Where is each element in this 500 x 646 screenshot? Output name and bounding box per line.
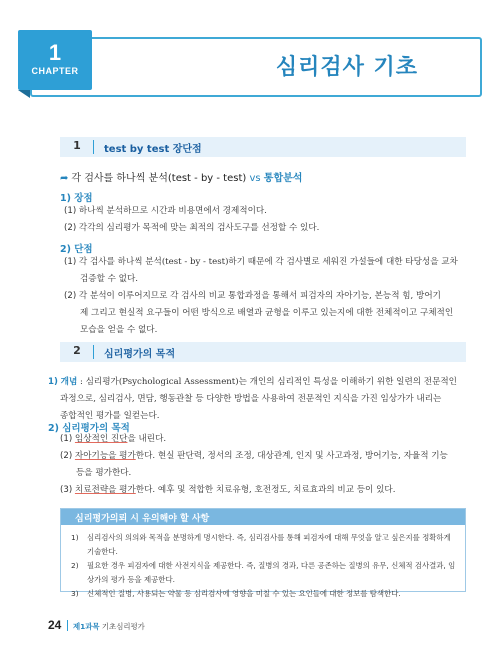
goal-item-cont: 등을 평가한다. (76, 468, 132, 478)
chapter-badge-fold (18, 90, 30, 98)
pros-heading: 1) 장점 (60, 193, 93, 204)
cons-item-cont: 모습을 얻을 수 없다. (80, 325, 158, 335)
concept-line: 과정으로, 심리검사, 면담, 행동관찰 등 다양한 방법을 사용하여 전문적인 지식을 가진 임상가가 내리는 (60, 394, 442, 404)
chapter-title: 심리검사 기초 (275, 55, 418, 80)
subhead-text: 각 검사를 하나씩 분석(test - by - test) (71, 173, 247, 184)
concept-line: 1) 개념 : 심리평가(Psychological Assessment)는 개인의 심리적인 특성을 이해하기 위한 일련의 전문적인 (48, 377, 457, 387)
section-2-header (60, 342, 466, 362)
caution-box-title: 심리평가의뢰 시 유의해야 할 사항 (75, 514, 210, 524)
pros-item: (1) 하나씩 분석하므로 시간과 비용면에서 경제적이다. (64, 206, 267, 216)
cons-item-cont: 제 그리고 현실적 요구들이 어떤 방식으로 배열과 균형을 이루고 있는지에 대한 전체적이고 구체적인 (80, 308, 454, 318)
cons-list (64, 254, 472, 339)
goals-heading: 2) 심리평가의 목적 (48, 423, 130, 434)
footer-running-head: 제1과목 기초심리평가 (73, 622, 145, 631)
caution-list (71, 531, 459, 601)
section-1-title: test by test 장단점 (104, 144, 202, 155)
concept-block (48, 374, 473, 425)
goal-item: (1) 임상적인 진단을 내린다. (60, 434, 167, 444)
cons-item: (2) 각 분석이 이루어지므로 각 검사의 비교 통합과정을 통해서 피검자의 자아기능, 본능적 힘, 방어기 (64, 291, 441, 301)
footer-divider (67, 620, 68, 631)
pros-list (64, 203, 469, 237)
caution-item: 1) 심리검사의 의의와 목적을 분명하게 명시한다. 즉, 심리검사를 통해 피검자에 대해 무엇을 알고 싶은지를 정확하게 기술한다. (71, 533, 451, 556)
section-2-divider (93, 345, 94, 359)
chapter-number: 1 (48, 40, 62, 65)
concept-line: 종합적인 평가를 일컫는다. (60, 411, 160, 421)
caution-item: 3) 신체적인 질병, 사용되는 약물 등 심리검사에 영향을 미칠 수 있는 요인들에 대한 정보를 탐색한다. (71, 589, 401, 598)
section-2-title: 심리평가의 목적 (104, 349, 176, 360)
cons-heading: 2) 단점 (60, 244, 93, 255)
chapter-badge (18, 30, 92, 90)
section-1-number: 1 (73, 139, 81, 152)
section-2-number: 2 (73, 344, 81, 357)
section-1-divider (93, 140, 94, 154)
cons-item: (1) 각 검사를 하나씩 분석(test - by - test)하기 때문에 각 검사별로 세워진 가설들에 대한 타당성을 교차 (64, 257, 458, 267)
goal-item: (2) 자아기능을 평가한다. 현실 판단력, 정서의 조정, 대상관계, 인지 및 사고과정, 방어기능, 자율적 기능 (60, 451, 448, 461)
chapter-header (0, 0, 500, 100)
goals-list (60, 431, 472, 499)
cons-item-cont: 검증할 수 없다. (80, 274, 139, 284)
goal-item: (3) 치료전략을 평가한다. 예후 및 적합한 치료유형, 호전정도, 치료효과의 비교 등이 있다. (60, 485, 396, 495)
page-number: 24 (48, 618, 62, 632)
section-1-subhead (60, 169, 302, 184)
caution-box (60, 508, 466, 598)
chapter-label: CHAPTER (31, 66, 79, 76)
section-1-header (60, 137, 466, 157)
subhead-vs: vs (246, 173, 264, 184)
subhead-accent: 통합분석 (263, 173, 303, 184)
pros-item: (2) 각각의 심리평가 목적에 맞는 최적의 검사도구를 선정할 수 있다. (64, 223, 320, 233)
arrow-icon: ➦ (60, 173, 69, 184)
caution-item: 2) 필요한 경우 피검자에 대한 사전지식을 제공한다. 즉, 질병의 경과, 다른 공존하는 질병의 유무, 신체적 검사결과, 임 상가의 평가 등을 제공한다. (71, 561, 456, 584)
caution-box-header (61, 509, 465, 525)
